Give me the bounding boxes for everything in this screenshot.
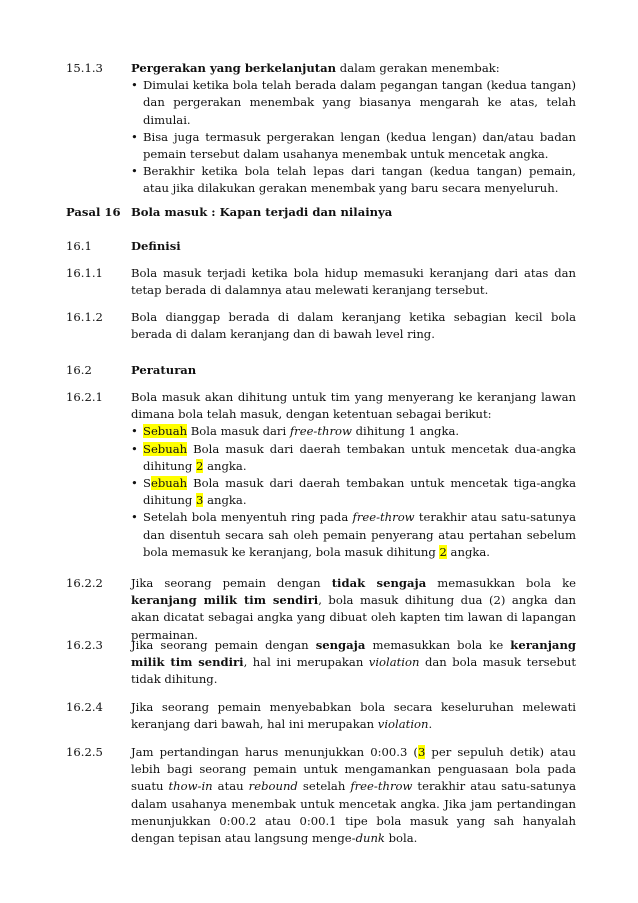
bold-term: tidak sengaja [331, 576, 427, 590]
list-item [131, 423, 576, 440]
heading-rest: dalam gerakan menembak: [336, 61, 500, 75]
bullet-list [131, 77, 576, 197]
italic-term: violation [377, 717, 429, 732]
pasal-number: Pasal 16 [66, 205, 121, 219]
italic-term: free-throw [352, 510, 415, 525]
highlight: ebuah [150, 476, 188, 491]
italic-term: free-throw [289, 424, 352, 439]
text: bola. [384, 831, 418, 846]
list-item: • Bisa juga termasuk pergerakan lengan (kedua lengan) dan/atau badan pemain tersebut dalam usahanya menembak untuk mencetak angka. [131, 129, 576, 163]
list-item [131, 475, 576, 509]
section-intro: Bola masuk akan dihitung untuk tim yang menyerang ke keranjang lawan dimana bola telah masuk, dengan ketentuan sebagai berikut: [131, 390, 576, 422]
section-16-2-2 [66, 575, 576, 644]
section-heading [131, 60, 576, 77]
section-16-2 [66, 362, 576, 379]
section-text [131, 575, 576, 644]
text: memasukkan bola ke [365, 638, 511, 652]
text: terakhir atau satu-satunya dalam usahanya menembak untuk mencetak angka. Jika jam pertandingan menunjukkan 0:00.2 atau 0:00.1 tipe bola masuk yang sah hanyalah dengan tepisan atau langsung menge- [131, 779, 577, 846]
heading-bold: Pergerakan yang berkelanjutan [131, 61, 337, 75]
bold-term: sengaja [315, 638, 366, 652]
section-number: 16.2 [66, 363, 92, 377]
list-item [131, 509, 576, 561]
text: Jika seorang pemain menyebabkan bola secara keseluruhan melewati keranjang dari bawah, hal ini merupakan [131, 700, 576, 732]
italic-term: free-throw [350, 779, 413, 794]
section-number: 16.1.1 [66, 266, 103, 280]
list-item: • Berakhir ketika bola telah lepas dari tangan (kedua tangan) pemain, atau jika dilakukan gerakan menembak yang baru secara menyeluruh. [131, 163, 576, 197]
section-number: 16.2.4 [66, 700, 103, 714]
text: setelah [297, 779, 351, 794]
text: per sepuluh detik) atau lebih bagi seorang pemain untuk mengamankan penguasaan bola pada suatu [131, 745, 576, 794]
bold-term: keranjang milik tim sendiri [131, 638, 576, 670]
text: , bola masuk dihitung dua (2) angka dan akan dicatat sebagai angka yang dibuat oleh kapten tim lawan di lapangan permainan. [131, 593, 576, 642]
highlight: Sebuah [143, 441, 188, 456]
text: Bola masuk dari daerah tembakan untuk mencetak dua-angka dihitung [143, 441, 576, 473]
section-16-1-2 [66, 309, 576, 343]
section-text [131, 744, 576, 847]
section-number: 15.1.3 [66, 61, 103, 75]
section-text: Bola masuk terjadi ketika bola hidup memasuki keranjang dari atas dan tetap berada di dalamnya atau melewati keranjang tersebut. [131, 266, 576, 298]
list-item: • Dimulai ketika bola telah berada dalam pegangan tangan (kedua tangan) dan pergerakan menembak yang biasanya mengarah ke atas, telah dimulai. [131, 77, 576, 129]
section-number: 16.2.3 [66, 638, 103, 652]
section-title: Peraturan [131, 363, 197, 377]
section-15-1-3 [66, 60, 576, 198]
section-number: 16.2.1 [66, 390, 103, 404]
section-16-2-4 [66, 699, 576, 733]
section-title: Definisi [131, 239, 181, 253]
text: Bola masuk dari daerah tembakan untuk mencetak tiga-angka dihitung [143, 476, 576, 508]
bullet-list [131, 423, 576, 561]
pasal-title: Bola masuk : Kapan terjadi dan nilainya [131, 205, 393, 219]
text: angka. [203, 458, 247, 473]
section-body [131, 60, 576, 198]
text: S [143, 476, 151, 491]
section-16-2-3 [66, 637, 576, 689]
section-16-2-1 [66, 389, 576, 561]
text: angka. [203, 493, 247, 508]
text: , hal ini merupakan [243, 655, 369, 670]
text: Setelah bola menyentuh ring pada [143, 510, 353, 525]
section-body [131, 389, 576, 561]
section-16-1 [66, 238, 576, 255]
italic-term: thow-in [168, 779, 213, 794]
text: atau [212, 779, 249, 794]
italic-term: rebound [248, 779, 298, 794]
italic-term: dunk [355, 831, 385, 846]
text: Bola masuk dari [187, 424, 290, 439]
highlight: 2 [439, 544, 447, 559]
text: memasukkan bola ke [426, 576, 576, 590]
text: dihitung 1 angka. [351, 424, 460, 439]
text: Jika seorang pemain dengan [131, 638, 316, 652]
highlight: 3 [196, 493, 204, 508]
section-number: 16.2.5 [66, 745, 103, 759]
section-number: 16.1.2 [66, 310, 103, 324]
section-text: Bola dianggap berada di dalam keranjang ketika sebagian kecil bola berada di dalam keranjang dan di bawah level ring. [131, 310, 576, 342]
section-text [131, 699, 576, 733]
text: angka. [446, 544, 490, 559]
section-text [131, 637, 576, 689]
text: Jam pertandingan harus menunjukkan 0:00.3 ( [131, 745, 418, 759]
text: Jika seorang pemain dengan [131, 576, 332, 590]
italic-term: violation [368, 655, 420, 670]
bold-term: keranjang milik tim sendiri [131, 593, 319, 608]
text: terakhir atau satu-satunya dan disentuh secara sah oleh pemain penyerang atau pertahan sebelum bola memasuk ke keranjang, bola masuk dihitung [143, 510, 576, 559]
list-item [131, 441, 576, 475]
highlight: Sebuah [143, 424, 188, 439]
highlight: 3 [417, 745, 426, 759]
section-16-1-1 [66, 265, 576, 299]
pasal-16 [66, 204, 576, 221]
section-number: 16.1 [66, 239, 92, 253]
text: . [428, 717, 433, 732]
section-number: 16.2.2 [66, 576, 103, 590]
section-16-2-5 [66, 744, 576, 847]
text: dan bola masuk tersebut tidak dihitung. [131, 655, 576, 687]
highlight: 2 [196, 458, 204, 473]
